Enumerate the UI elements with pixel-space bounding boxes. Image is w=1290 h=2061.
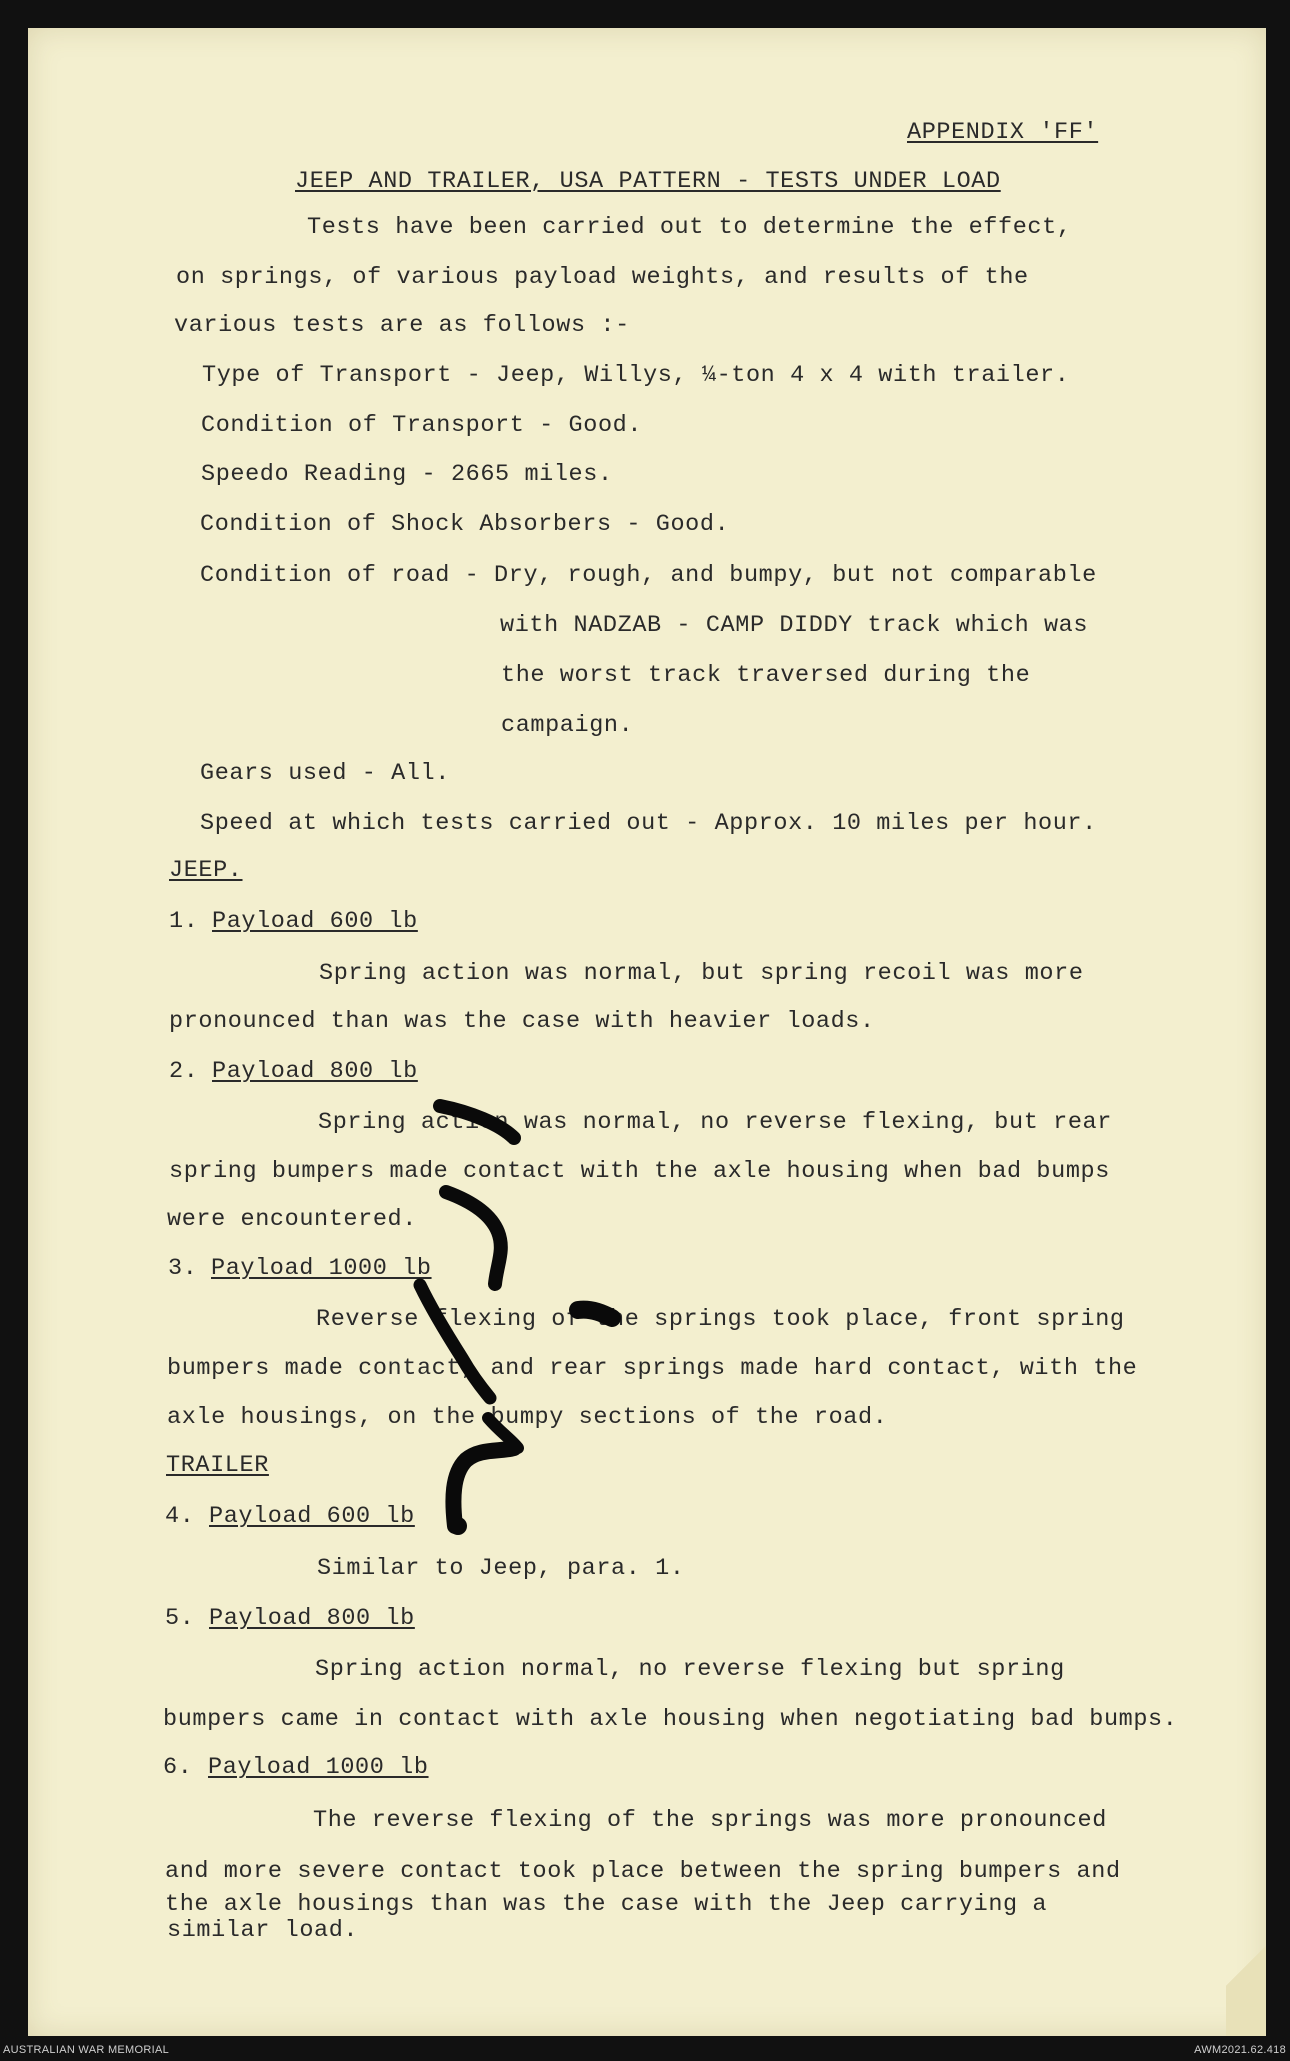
transport-type: Type of Transport - Jeep, Willys, ¼-ton 4 x 4 with trailer. — [202, 362, 1070, 389]
intro-line: on springs, of various payload weights, and results of the — [176, 264, 1029, 291]
item-number: 6. — [163, 1754, 193, 1781]
item-number: 5. — [165, 1605, 195, 1632]
road-condition: campaign. — [501, 712, 634, 739]
intro-line: Tests have been carried out to determine the effect, — [307, 214, 1072, 241]
item-payload: Payload 800 lb — [209, 1605, 415, 1632]
item-payload: Payload 1000 lb — [211, 1255, 432, 1282]
jeep-heading: JEEP. — [169, 857, 243, 884]
item-text: The reverse flexing of the springs was more pronounced — [313, 1807, 1107, 1834]
item-number: 2. — [169, 1058, 199, 1085]
ink-stroke — [453, 1448, 514, 1526]
trailer-heading: TRAILER — [166, 1452, 269, 1479]
item-payload: Payload 600 lb — [209, 1503, 415, 1530]
item-text: bumpers came in contact with axle housing when negotiating bad bumps. — [163, 1706, 1178, 1733]
item-text: Spring action normal, no reverse flexing but spring — [315, 1656, 1065, 1683]
intro-line: various tests are as follows :- — [174, 312, 630, 339]
ink-stroke — [420, 1285, 490, 1398]
ink-stroke — [446, 1192, 501, 1284]
test-speed: Speed at which tests carried out - Approx. 10 miles per hour. — [200, 810, 1097, 837]
item-text: Spring action was normal, but spring recoil was more — [319, 960, 1084, 987]
item-payload: Payload 1000 lb — [208, 1754, 429, 1781]
transport-condition: Condition of Transport - Good. — [201, 412, 643, 439]
gears-used: Gears used - All. — [200, 760, 450, 787]
item-text: Reverse flexing of the springs took place, front spring — [316, 1306, 1125, 1333]
item-text: were encountered. — [167, 1206, 417, 1233]
item-payload: Payload 600 lb — [212, 908, 418, 935]
ink-stroke — [578, 1310, 612, 1318]
footer-accession: AWM2021.62.418 — [1194, 2044, 1286, 2056]
item-text: pronounced than was the case with heavier loads. — [169, 1008, 875, 1035]
item-text: axle housings, on the bumpy sections of the road. — [167, 1404, 888, 1431]
speedo-reading: Speedo Reading - 2665 miles. — [201, 461, 613, 488]
item-payload: Payload 800 lb — [212, 1058, 418, 1085]
appendix-label: APPENDIX 'FF' — [907, 119, 1099, 146]
page-title: JEEP AND TRAILER, USA PATTERN - TESTS UNDER LOAD — [295, 168, 1001, 195]
road-condition: the worst track traversed during the — [501, 662, 1031, 689]
item-text: Similar to Jeep, para. 1. — [317, 1555, 685, 1582]
ink-stroke — [440, 1106, 514, 1138]
item-text: bumpers made contact, and rear springs made hard contact, with the — [167, 1355, 1138, 1382]
item-number: 4. — [165, 1503, 195, 1530]
ink-blot — [449, 1517, 467, 1535]
item-number: 3. — [168, 1255, 198, 1282]
item-text: the axle housings than was the case with the Jeep carrying a — [165, 1891, 1048, 1918]
item-text: Spring action was normal, no reverse flexing, but rear — [318, 1109, 1112, 1136]
item-text: and more severe contact took place between the spring bumpers and — [165, 1858, 1121, 1885]
road-condition: with NADZAB - CAMP DIDDY track which was — [500, 612, 1089, 639]
footer-credit: AUSTRALIAN WAR MEMORIAL — [3, 2044, 170, 2056]
item-text: similar load. — [167, 1917, 359, 1944]
road-condition: Condition of road - Dry, rough, and bumpy, but not comparable — [200, 562, 1097, 589]
item-number: 1. — [169, 908, 199, 935]
item-text: spring bumpers made contact with the axle housing when bad bumps — [169, 1158, 1110, 1185]
shock-absorbers: Condition of Shock Absorbers - Good. — [200, 511, 730, 538]
